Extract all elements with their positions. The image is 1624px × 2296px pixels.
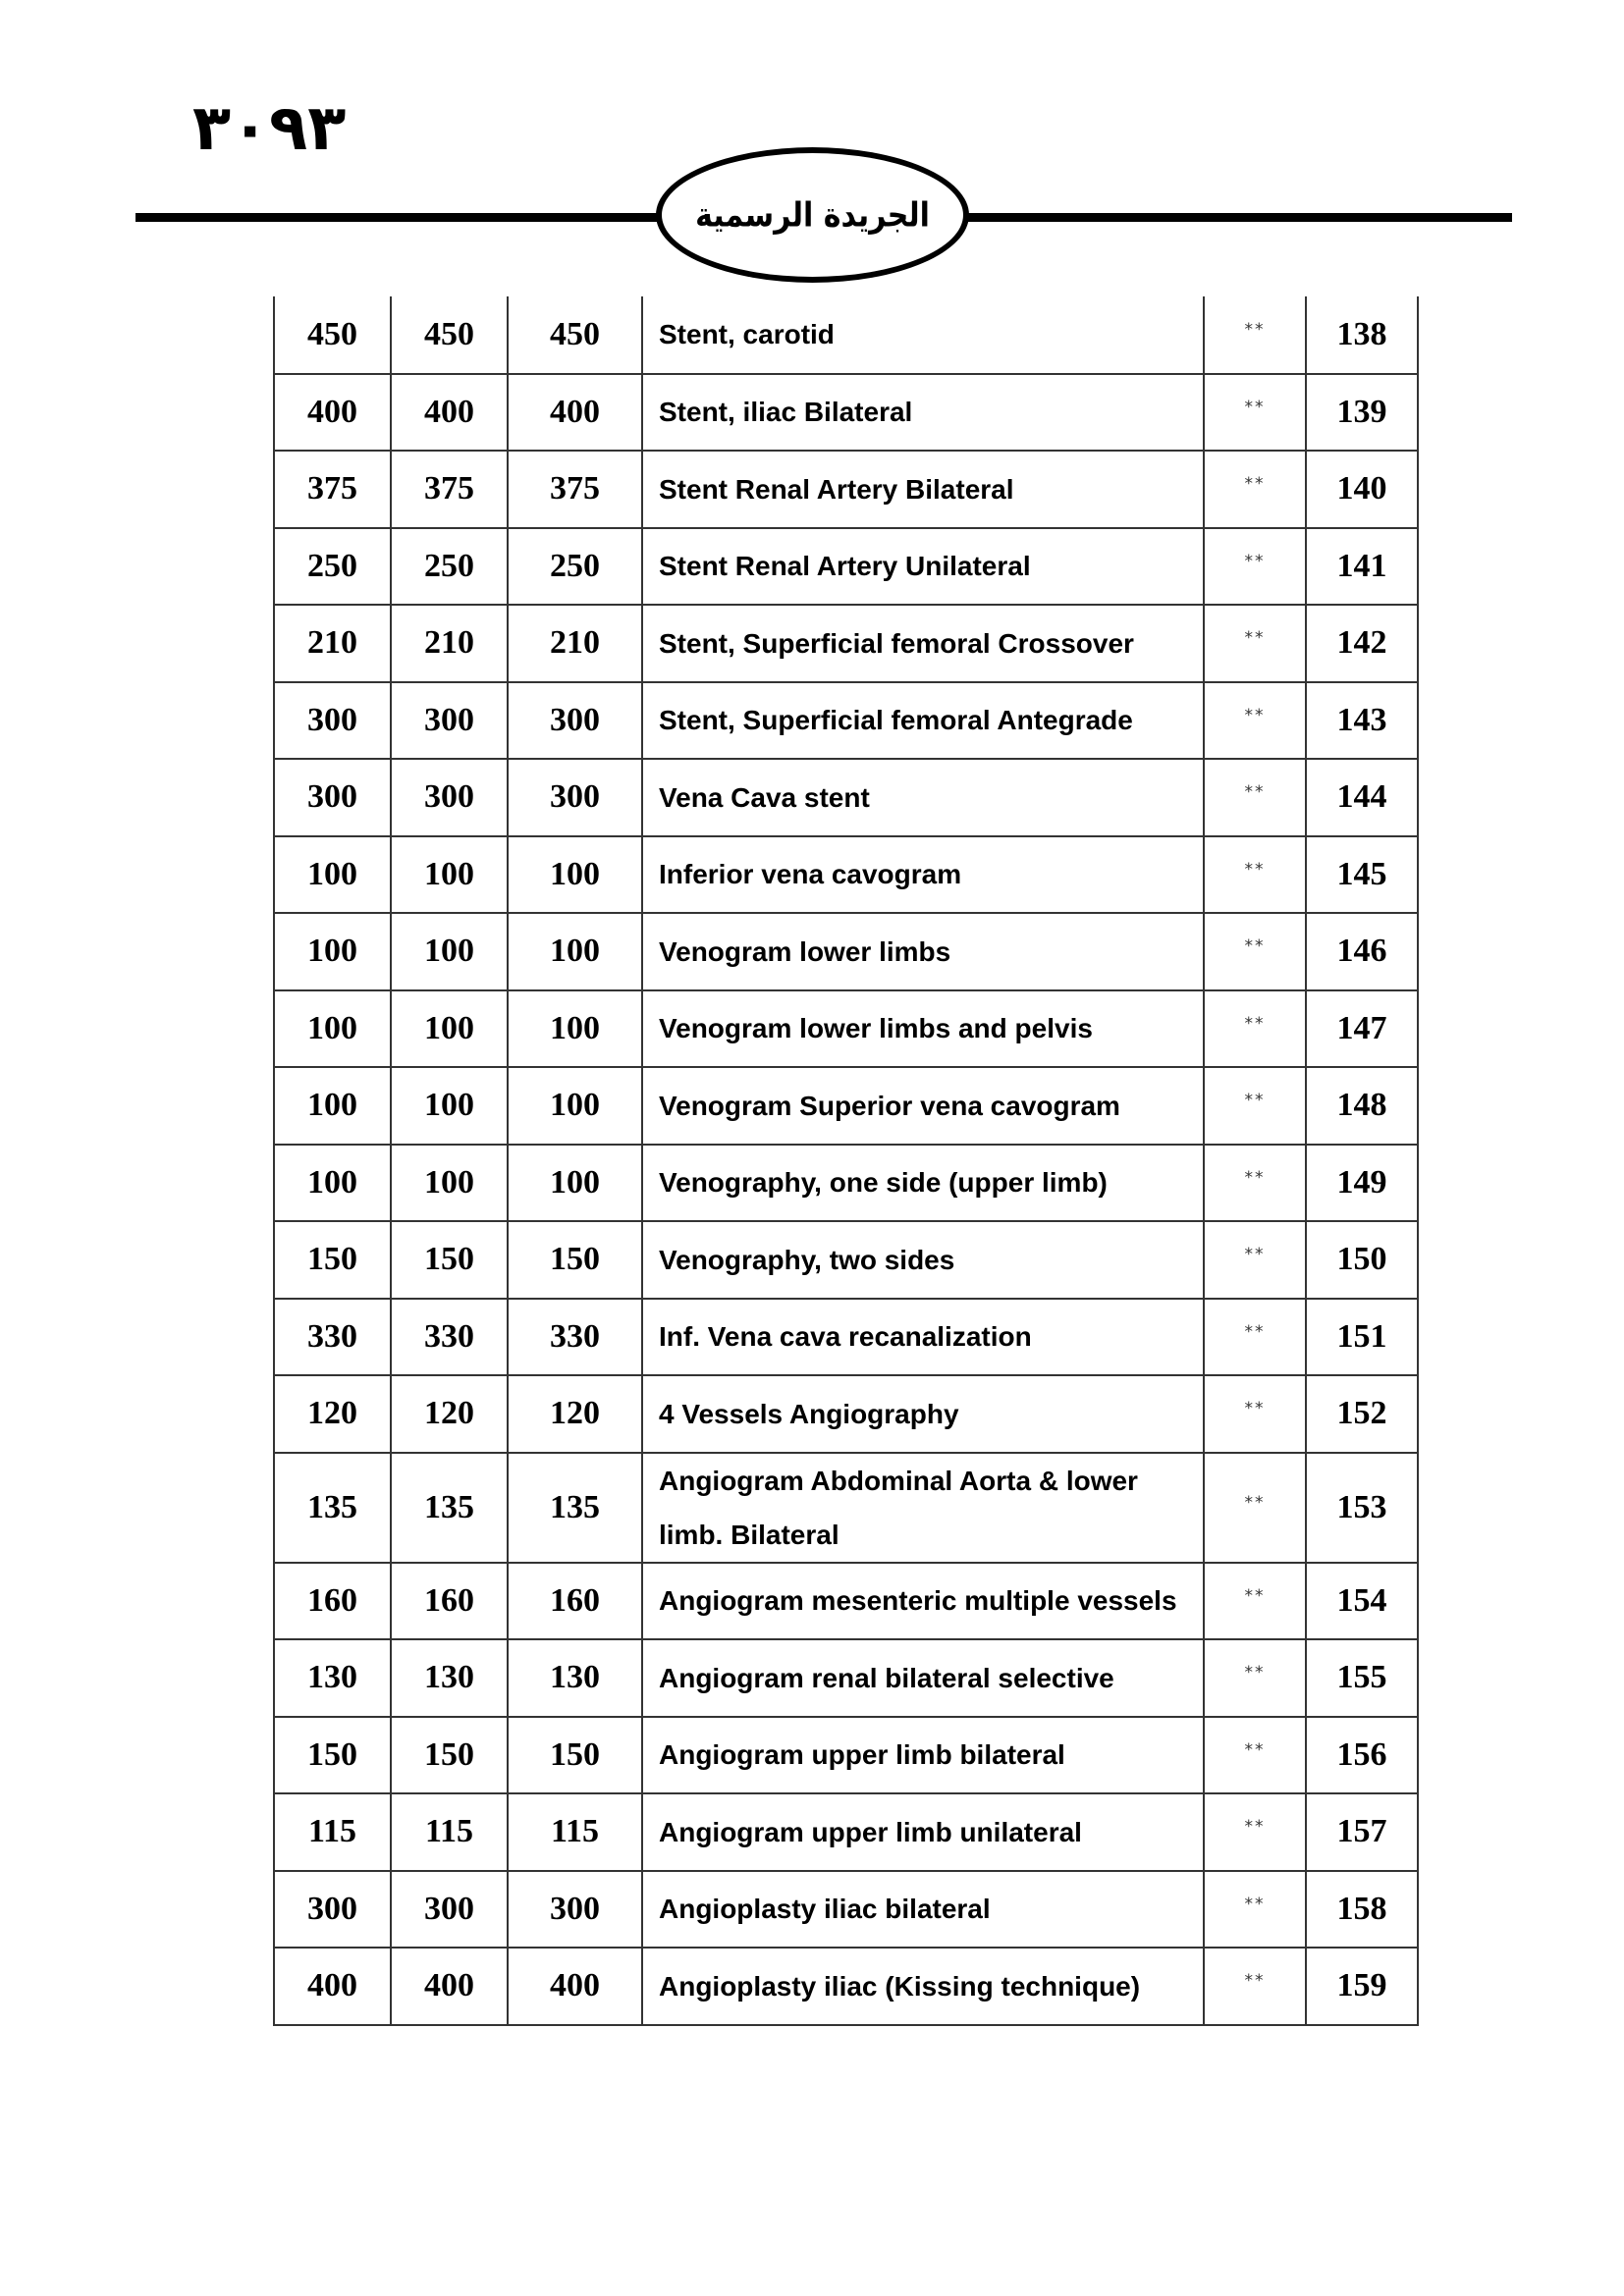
fee-value-1: 100 <box>274 990 391 1068</box>
row-index: 152 <box>1306 1375 1418 1453</box>
fee-value-2: 150 <box>391 1717 508 1794</box>
row-index: 151 <box>1306 1299 1418 1376</box>
procedure-description: Angiogram upper limb bilateral <box>642 1717 1204 1794</box>
fee-value-1: 100 <box>274 913 391 990</box>
fee-value-3: 100 <box>508 1067 642 1145</box>
table-row <box>274 1453 1418 1563</box>
asterisk-mark: ** <box>1204 605 1306 682</box>
fee-value-2: 100 <box>391 1145 508 1222</box>
asterisk-mark: ** <box>1204 682 1306 760</box>
fee-value-1: 300 <box>274 759 391 836</box>
fee-value-1: 100 <box>274 1145 391 1222</box>
table-row <box>274 1145 1418 1222</box>
procedure-description: Angiogram upper limb unilateral <box>642 1793 1204 1871</box>
row-index: 148 <box>1306 1067 1418 1145</box>
procedure-description: Angioplasty iliac (Kissing technique) <box>642 1948 1204 2025</box>
gazette-title: الجريدة الرسمية <box>695 194 930 236</box>
fee-value-2: 135 <box>391 1453 508 1563</box>
row-index: 143 <box>1306 682 1418 760</box>
procedure-description: Stent, carotid <box>642 296 1204 374</box>
fee-value-3: 135 <box>508 1453 642 1563</box>
row-index: 141 <box>1306 528 1418 606</box>
fee-value-3: 400 <box>508 374 642 452</box>
procedure-description: Angiogram Abdominal Aorta & lower limb. Bilateral <box>642 1453 1204 1563</box>
asterisk-mark: ** <box>1204 990 1306 1068</box>
table-row <box>274 1221 1418 1299</box>
row-index: 142 <box>1306 605 1418 682</box>
fee-value-1: 400 <box>274 1948 391 2025</box>
table-row <box>274 990 1418 1068</box>
asterisk-mark: ** <box>1204 1299 1306 1376</box>
table-row <box>274 374 1418 452</box>
procedure-description: Stent, Superficial femoral Crossover <box>642 605 1204 682</box>
fee-value-1: 250 <box>274 528 391 606</box>
procedure-description: Stent Renal Artery Unilateral <box>642 528 1204 606</box>
row-index: 156 <box>1306 1717 1418 1794</box>
fee-value-1: 115 <box>274 1793 391 1871</box>
table-row <box>274 1067 1418 1145</box>
fee-value-1: 300 <box>274 1871 391 1949</box>
fee-value-1: 100 <box>274 1067 391 1145</box>
fee-value-2: 400 <box>391 1948 508 2025</box>
fees-table <box>273 296 1419 2026</box>
fee-value-2: 300 <box>391 759 508 836</box>
asterisk-mark: ** <box>1204 836 1306 914</box>
asterisk-mark: ** <box>1204 913 1306 990</box>
fee-value-3: 400 <box>508 1948 642 2025</box>
row-index: 150 <box>1306 1221 1418 1299</box>
procedure-description: Vena Cava stent <box>642 759 1204 836</box>
fee-value-1: 100 <box>274 836 391 914</box>
asterisk-mark: ** <box>1204 1221 1306 1299</box>
asterisk-mark: ** <box>1204 374 1306 452</box>
table-row <box>274 682 1418 760</box>
fee-value-3: 100 <box>508 1145 642 1222</box>
table-row <box>274 1793 1418 1871</box>
table-row <box>274 1717 1418 1794</box>
fee-value-3: 150 <box>508 1221 642 1299</box>
fee-value-1: 135 <box>274 1453 391 1563</box>
procedure-description: Inferior vena cavogram <box>642 836 1204 914</box>
asterisk-mark: ** <box>1204 528 1306 606</box>
fee-value-1: 300 <box>274 682 391 760</box>
fee-value-2: 100 <box>391 836 508 914</box>
asterisk-mark: ** <box>1204 1067 1306 1145</box>
fee-value-2: 210 <box>391 605 508 682</box>
fee-value-2: 100 <box>391 1067 508 1145</box>
fee-value-3: 300 <box>508 1871 642 1949</box>
procedure-description: Angiogram renal bilateral selective <box>642 1639 1204 1717</box>
row-index: 153 <box>1306 1453 1418 1563</box>
fee-value-3: 300 <box>508 759 642 836</box>
procedure-description: Inf. Vena cava recanalization <box>642 1299 1204 1376</box>
fee-value-3: 375 <box>508 451 642 528</box>
asterisk-mark: ** <box>1204 1639 1306 1717</box>
asterisk-mark: ** <box>1204 296 1306 374</box>
procedure-description: Venography, one side (upper limb) <box>642 1145 1204 1222</box>
fee-value-3: 250 <box>508 528 642 606</box>
table-row <box>274 1871 1418 1949</box>
fee-value-1: 150 <box>274 1221 391 1299</box>
fee-value-3: 210 <box>508 605 642 682</box>
fee-value-2: 100 <box>391 913 508 990</box>
row-index: 158 <box>1306 1871 1418 1949</box>
table-row <box>274 1563 1418 1640</box>
fee-value-3: 130 <box>508 1639 642 1717</box>
fee-value-1: 450 <box>274 296 391 374</box>
table-row <box>274 1375 1418 1453</box>
procedure-description: Venogram lower limbs <box>642 913 1204 990</box>
fee-value-3: 100 <box>508 836 642 914</box>
fee-value-1: 375 <box>274 451 391 528</box>
procedure-description: 4 Vessels Angiography <box>642 1375 1204 1453</box>
fee-value-3: 160 <box>508 1563 642 1640</box>
table-row <box>274 605 1418 682</box>
fee-value-1: 210 <box>274 605 391 682</box>
asterisk-mark: ** <box>1204 1948 1306 2025</box>
table-row <box>274 296 1418 374</box>
fee-value-2: 400 <box>391 374 508 452</box>
fee-value-3: 450 <box>508 296 642 374</box>
fee-value-2: 160 <box>391 1563 508 1640</box>
procedure-description: Angioplasty iliac bilateral <box>642 1871 1204 1949</box>
fee-value-3: 150 <box>508 1717 642 1794</box>
fee-value-3: 100 <box>508 913 642 990</box>
row-index: 146 <box>1306 913 1418 990</box>
table-row <box>274 528 1418 606</box>
fee-value-2: 130 <box>391 1639 508 1717</box>
fee-value-2: 375 <box>391 451 508 528</box>
fee-value-1: 330 <box>274 1299 391 1376</box>
fee-value-2: 150 <box>391 1221 508 1299</box>
table-row <box>274 1948 1418 2025</box>
fee-value-1: 400 <box>274 374 391 452</box>
asterisk-mark: ** <box>1204 1145 1306 1222</box>
row-index: 144 <box>1306 759 1418 836</box>
fee-value-2: 450 <box>391 296 508 374</box>
table-row <box>274 1639 1418 1717</box>
table-row <box>274 913 1418 990</box>
page-number: ٣٠٩٣ <box>192 92 347 165</box>
table-row <box>274 836 1418 914</box>
asterisk-mark: ** <box>1204 1453 1306 1563</box>
fee-value-2: 115 <box>391 1793 508 1871</box>
table-row <box>274 1299 1418 1376</box>
asterisk-mark: ** <box>1204 1717 1306 1794</box>
procedure-description: Angiogram mesenteric multiple vessels <box>642 1563 1204 1640</box>
fee-value-2: 300 <box>391 1871 508 1949</box>
fee-value-1: 160 <box>274 1563 391 1640</box>
asterisk-mark: ** <box>1204 1871 1306 1949</box>
row-index: 145 <box>1306 836 1418 914</box>
procedure-description: Venogram lower limbs and pelvis <box>642 990 1204 1068</box>
procedure-description: Venography, two sides <box>642 1221 1204 1299</box>
row-index: 139 <box>1306 374 1418 452</box>
table-row <box>274 759 1418 836</box>
asterisk-mark: ** <box>1204 1375 1306 1453</box>
fee-value-3: 100 <box>508 990 642 1068</box>
fee-value-1: 120 <box>274 1375 391 1453</box>
fee-value-2: 300 <box>391 682 508 760</box>
row-index: 149 <box>1306 1145 1418 1222</box>
row-index: 157 <box>1306 1793 1418 1871</box>
procedure-description: Venogram Superior vena cavogram <box>642 1067 1204 1145</box>
fee-value-3: 300 <box>508 682 642 760</box>
row-index: 138 <box>1306 296 1418 374</box>
row-index: 154 <box>1306 1563 1418 1640</box>
asterisk-mark: ** <box>1204 1563 1306 1640</box>
asterisk-mark: ** <box>1204 759 1306 836</box>
procedure-description: Stent, Superficial femoral Antegrade <box>642 682 1204 760</box>
row-index: 159 <box>1306 1948 1418 2025</box>
procedure-description: Stent Renal Artery Bilateral <box>642 451 1204 528</box>
fee-value-1: 130 <box>274 1639 391 1717</box>
asterisk-mark: ** <box>1204 451 1306 528</box>
fee-value-3: 115 <box>508 1793 642 1871</box>
row-index: 147 <box>1306 990 1418 1068</box>
fee-value-3: 330 <box>508 1299 642 1376</box>
fee-value-3: 120 <box>508 1375 642 1453</box>
fee-value-2: 250 <box>391 528 508 606</box>
procedure-description: Stent, iliac Bilateral <box>642 374 1204 452</box>
row-index: 155 <box>1306 1639 1418 1717</box>
asterisk-mark: ** <box>1204 1793 1306 1871</box>
fee-value-2: 330 <box>391 1299 508 1376</box>
table-row <box>274 451 1418 528</box>
fee-value-2: 100 <box>391 990 508 1068</box>
fee-value-1: 150 <box>274 1717 391 1794</box>
gazette-title-oval <box>656 147 969 283</box>
row-index: 140 <box>1306 451 1418 528</box>
fee-value-2: 120 <box>391 1375 508 1453</box>
